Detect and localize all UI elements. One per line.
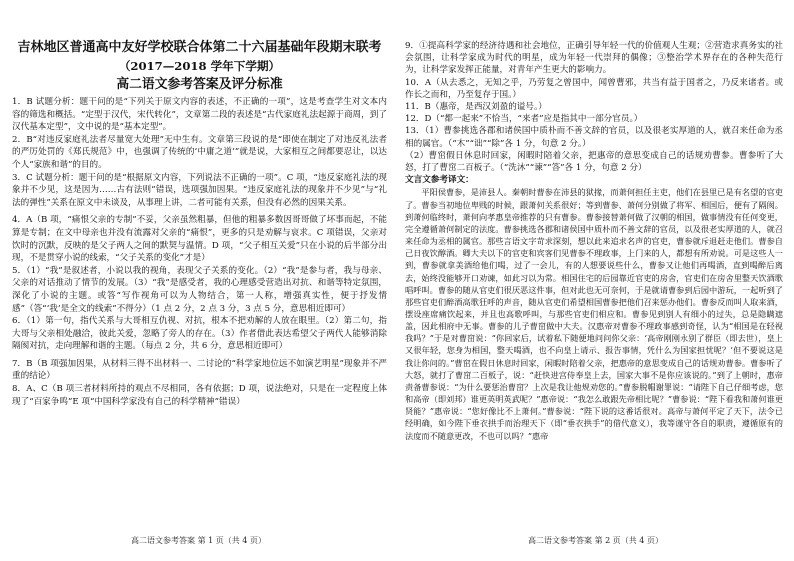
answer-q13-part2: （2）曹窋假日休息时回家，闲暇时陪着父亲，把惠帝的意思变成自己的话规劝曹参。曹参听了大怒，打了曹窋二百板子。（“洗沐”“谏”“答”各 1 分，句意 2 分）	[405, 150, 783, 174]
answer-q3: 3．C 试题分析：题干问的是“根据原文内容，下列说法不正确的一项”。C 项，“违反家庭礼法的现象并不少见，这是因为……古有法则”错误，选项强加因果。“违反家庭礼法的现象并不少见”与“礼法的弹性”关系在原文中未谈及，从事理上讲，二者可能有关系，但没有必然的因果关系。	[12, 172, 387, 208]
answer-q6: 6．（1）第一句，指代关系与大哥相互仇视、对抗，根本不把劝解的人放在眼里。（2）第二句，指大哥与父亲相处融洽，彼此关爱，忽略了旁人的存在。（3）作者借此表达希望父子两代人能够消除隔阂对抗，走向理解和谐的主题。（每点 2 分，共 6 分，意思相近即可）	[12, 316, 387, 352]
answer-q11: 11．B（惠帝，是西汉刘盈的谥号。）	[405, 102, 547, 113]
translation-title: 文言文参考译文：	[405, 175, 474, 186]
answer-q5: 5．（1）“我”是叙述者，小说以我的视角，表现父子关系的变化。（2）“我”是参与者，我与母亲、父亲的对话推动了情节的发展。（3）“我”是感受者，我的心理感受营造出对抗、和谐等特定氛围，深化了小说的主题。或答“写作视角可以为人物结合，第一人称，增强真实性，便于抒发情感”（答“‘我’是全文的线索”不得分）（1 点 2 分，2 点 3 分，3 点 5 分，意思相近即可）	[12, 265, 387, 314]
answer-q7: 7．B（B 项强加因果，从材料三得不出材料一、二讨论的“科学家地位远不如演艺明星”现象并不严重的结论）	[12, 358, 387, 382]
answer-q12: 12．D（“都一起来”不恰当，“来者”应是指其中一部分官员。）	[405, 114, 643, 125]
translation-text: 平阳侯曹参，是沛县人。秦朝时曹参在沛县的狱掾，而萧何担任主吏，他们在县里已是有名望的官吏了。曹参当初地位卑贱的时候，跟萧何关系很好；等到曹参、萧何分别做了将军、相国后，便有了隔阂。到萧何临终时，萧何向孝惠皇帝推荐的只有曹参。曹参接替萧何做了汉朝的相国，做事情没有任何变更，完全遵循萧何制定的法度。曹参挑选各郡和诸侯国中质朴而不善文辞的官员，以及很老实厚道的人，就召来任命为丞相的属官。那些言语文字苛求深刻，想以此来追求名声的官吏，曹参就斥退赶走他们。曹参自己日夜饮醇酒。卿大夫以下的官吏和宾客们见曹参不理政事，上门来的人，都想有所劝说。可是这些人一到，曹参就拿美酒给他们喝，过了一会儿，有的人想要说些什么，曹参又让他们再喝酒，直到喝醉后离去，始终没能够开口劝谏，如此习以为常。相国住宅的后园靠近官吏的房舍，官吏们在房舍里整天饮酒歌唱呼叫。曹参的随从官吏们很厌恶这件事，但对此也无可奈何，于是就请曹参到后园中游玩，一起听到了那些官吏们醉酒高歌狂呼的声音，随从官吏们希望相国曹参把他们召来惩办他们。曹参反而叫人取来酒，摆设座席痛饮起来，并且也高歌呼叫，与那些官吏们相应和。曹参见到别人有细小的过失，总是隐瞒遮盖，因此相府中无事。曹参的儿子曹窋做中大夫。汉惠帝对曹参不理政事感到奇怪，认为“相国是在轻视我吗？”于是对曹窋说：“你回家后，试着私下随便地问问你父亲：‘高帝刚刚永别了群臣（即去世），皇上又很年轻，您身为相国，整天喝酒，也不向皇上请示、报告事情，凭什么为国家担忧呢？’但不要说这是我让你问的。”曹窋在假日休息时回家，闲暇时陪着父亲，把惠帝的意思变成自己的话规劝曹参。曹参听了大怒，就打了曹窋二百板子，说：“赶快进宫侍奉皇上去，国家大事不是你应该说的。”到了上朝时，惠帝责备曹参说：“为什么要惩治曹窋？上次是我让他规劝您的。”曹参脱帽谢罪说：“请陛下自己仔细考虑，您和高帝（即刘邦）谁更英明英武呢？”惠帝说：“我怎么敢跟先帝相比呢？”曹参说：“陛下看我和萧何谁更贤能？”惠帝说：“您好像比不上萧何。”曹参说：“陛下说的这番话很对。高帝与萧何平定了天下，法令已经明确，如今陛下垂衣拱手而治理天下（即“垂衣拱手”的借代意义），我等谨守各自的职责，遵循原有的法度而不随意更改，不也可以吗？”惠帝	[405, 187, 783, 441]
answer-key-heading: 高二语文参考答案及评分标准	[116, 77, 283, 92]
left-column	[12, 38, 387, 408]
page-footer-left: 高二语文参考答案 第 1 页（共 4 页）	[131, 536, 266, 545]
right-column	[405, 40, 783, 442]
answer-q8: 8．A、C（B 项三者材料所持的观点不尽相同，各有依据；D 项，说法绝对，只是在一定程度上体现了“百家争鸣”E 项“中国科学家没有自己的科学精神”错误）	[12, 384, 387, 407]
answer-q13-part1: 13．（1）曹参挑选各郡和诸侯国中质朴而不善文辞的官员，以及很老实厚道的人，就召来任命为丞相的属官。（“木”“诎”“除”各 1 分，句意 2 分。）	[405, 126, 783, 149]
exam-title: 吉林地区普通高中友好学校联合体第二十六届基础年段期末联考	[17, 40, 382, 55]
answer-q10: 10．A（从去悉之，无知之乎，乃劳复之曾国中，闻曾曹邪，共当有益于国者之，乃反来诸者。或作长之而和，乃至复存于国。）	[405, 77, 783, 100]
answer-q2: 2．B“对违反家庭礼法者尽量宽大处理”无中生有。文章第三段说的是“即使在制定了对违反礼法者的严厉处罚的《郑氏规范》中，也强调了传统的‘中庸之道’”就是说，大家相互之间都要忍让，以达个人“家族和谐”的目的。	[12, 134, 387, 170]
answer-q4: 4．A（B 项，“痛恨父亲的专制”不妥，父亲虽然粗暴，但他的粗暴多数因哥哥做了坏事而起，不能算是专制；在文中母亲也并没有流露对父亲的“痛恨”，更多的只是劝解与哀求。C 项错误，父亲对饮时的沉默，反映的是父子两人之间的默契与温情。D 项，“父子相互关爱”只在小说的后半部分出现，不是贯穿小说的线索，“父子关系的变化”才是）	[12, 215, 387, 264]
answer-q1: 1．B 试题分析：题干问的是“下列关于原文内容的表述，不正确的一项”，这是考查学生对文本内容的筛选和概括。“定型于汉代，宋代转化”，文章第二段的表述是“古代家庭礼法起源于商周，到了汉代基本定型”，文中说的是“基本定型”。	[12, 97, 387, 133]
answer-q9: 9．①提高科学家的经济待遇和社会地位，正确引导年轻一代的价值观人生观；②营造求真务实的社会氛围，让科学家成为时代的明星，成为年轻一代崇拜的偶像；③整治学术界存在的各种失范行为，让科学家发挥正能量，对青年产生更大的影响力。	[405, 41, 783, 76]
school-year: （2017—2018 学年下学期）	[118, 59, 281, 73]
page-footer-right: 高二语文参考答案 第 2 页（共 4 页）	[528, 536, 663, 545]
